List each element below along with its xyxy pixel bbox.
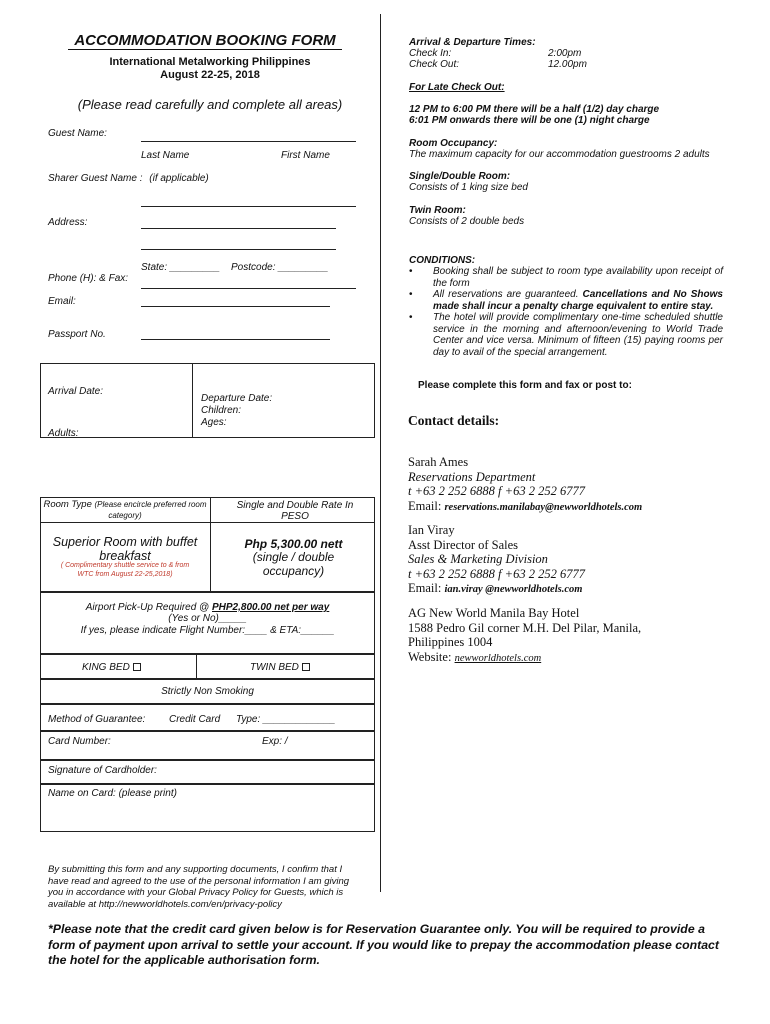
email-line[interactable] (141, 306, 330, 307)
state-field[interactable]: State: _________ (141, 262, 220, 273)
contact-person-1 (408, 455, 738, 515)
twin-bed-option[interactable] (250, 662, 310, 674)
signature-label: Signature of Cardholder: (48, 765, 157, 776)
sharer-note: (if applicable) (149, 173, 209, 184)
person-2-title: Asst Director of Sales (408, 537, 519, 552)
room-table-header-line (40, 522, 375, 523)
card-type-field[interactable]: Type: _____________ (236, 714, 336, 725)
late-checkout-line-1: 12 PM to 6:00 PM there will be a half (1/2) day charge (409, 104, 660, 115)
person-2-department: Sales & Marketing Division (408, 552, 548, 566)
room-table-divider (210, 497, 211, 592)
person-1-email-label: Email: (408, 498, 445, 513)
sharer-label (48, 173, 209, 185)
stay-box-divider (192, 363, 193, 438)
phone-fax-line[interactable] (141, 288, 356, 289)
room-type-header (40, 500, 210, 521)
king-bed-checkbox-icon[interactable] (133, 663, 141, 671)
room-shuttle-note: ( Complimentary shuttle service to & from WTC from August 22-25,2018) (60, 562, 190, 578)
pickup-line-1 (40, 602, 375, 614)
form-title: ACCOMMODATION BOOKING FORM (68, 32, 342, 50)
contact-heading: Contact details: (408, 413, 500, 428)
last-name-label: Last Name (141, 150, 190, 161)
hotel-address-line-2: Philippines 1004 (408, 635, 493, 649)
person-1-email-row (408, 499, 738, 516)
pickup-prefix: Airport Pick-Up Required @ (85, 602, 212, 613)
guest-name-line[interactable] (141, 141, 356, 142)
pickup-price: PHP2,800.00 net per way (212, 602, 330, 613)
hotel-address-line-1: 1588 Pedro Gil corner M.H. Del Pilar, Manila, (408, 620, 642, 635)
room-rate: Php 5,300.00 nett (244, 537, 343, 551)
conditions-list (409, 266, 723, 358)
address-label: Address: (48, 217, 88, 228)
non-smoking-label: Strictly Non Smoking (161, 686, 254, 697)
condition-item (409, 312, 723, 358)
contact-person-2 (408, 523, 738, 598)
pickup-flight-eta[interactable]: If yes, please indicate Flight Number:____ & ETA:______ (80, 625, 335, 636)
address-line-2[interactable] (141, 249, 336, 250)
room-name[interactable]: Superior Room with buffet breakfast (52, 535, 198, 563)
address-line-1[interactable] (141, 228, 336, 229)
twin-bed-checkbox-icon[interactable] (302, 663, 310, 671)
person-2-email[interactable]: ian.viray @newworldhotels.com (444, 584, 583, 595)
adults-label: Adults: (48, 428, 79, 439)
king-bed-label: KING BED (82, 662, 130, 673)
room-rate-note: (single / double occupancy) (252, 550, 335, 578)
person-2-phone: t +63 2 252 6888 f +63 2 252 6777 (408, 566, 585, 581)
arrival-date-label: Arrival Date: (48, 386, 104, 397)
check-out-value: 12.00pm (548, 59, 587, 70)
bed-box-divider (196, 654, 197, 679)
room-type-header-label: Room Type (43, 499, 92, 510)
passport-line[interactable] (141, 339, 330, 340)
condition-item (409, 266, 723, 289)
method-of-guarantee-value: Credit Card (169, 714, 221, 725)
event-dates: August 22-25, 2018 (160, 69, 260, 81)
conditions-heading: CONDITIONS: (409, 255, 476, 266)
single-double-heading: Single/Double Room: (409, 171, 511, 182)
first-name-label: First Name (281, 150, 330, 161)
sharer-name-label: Sharer Guest Name : (48, 173, 143, 184)
twin-heading: Twin Room: (409, 205, 466, 216)
name-on-card-label: Name on Card: (please print) (48, 788, 177, 799)
hotel-name: AG New World Manila Bay Hotel (408, 606, 580, 620)
rate-header: Single and Double Rate In PESO (236, 500, 354, 522)
condition-2-text: All reservations are guaranteed. (433, 289, 583, 300)
check-in-label: Check In: (409, 48, 452, 59)
departure-date-label: Departure Date: (201, 393, 273, 404)
website-row (408, 650, 738, 667)
website-label: Website: (408, 649, 455, 664)
postcode-field[interactable]: Postcode: _________ (231, 262, 329, 273)
person-1-phone: t +63 2 252 6888 f +63 2 252 6777 (408, 484, 585, 498)
pickup-yes-no[interactable]: (Yes or No)_____ (168, 613, 247, 624)
method-of-guarantee-label: Method of Guarantee: (48, 714, 146, 725)
person-2-email-label: Email: (408, 581, 445, 595)
check-out-label: Check Out: (409, 59, 460, 70)
condition-1-text: Booking shall be subject to room type availability upon receipt of the form (433, 266, 723, 289)
twin-text: Consists of 2 double beds (409, 216, 525, 227)
condition-2-bold: Cancellations and No Shows made shall incur a penalty charge equivalent to entire stay. (433, 289, 723, 312)
ages-label: Ages: (201, 417, 227, 428)
times-heading: Arrival & Departure Times: (409, 37, 536, 48)
privacy-note: By submitting this form and any supporting documents, I confirm that I have read and agreed to the use of the personal information I am giving you in accordance with your Global Privacy Policy for Guests, which is available at http://newworldhotels.com/en/privacy-policy (48, 864, 350, 910)
occupancy-text: The maximum capacity for our accommodation guestrooms 2 adults (409, 149, 710, 160)
occupancy-heading: Room Occupancy: (409, 138, 498, 149)
person-1-department: Reservations Department (408, 469, 536, 484)
late-checkout-line-2: 6:01 PM onwards there will be one (1) night charge (409, 115, 650, 126)
children-label: Children: (201, 405, 242, 416)
card-expiry-field[interactable]: Exp: / (262, 736, 288, 747)
person-2-name: Ian Viray (408, 523, 455, 537)
condition-3-text: The hotel will provide complimentary one-time scheduled shuttle service in the morning and afternoon/evening to World Trade Center and vice versa. Minimum of fifteen (15) paying rooms per day to avail of the special arrangement. (433, 312, 723, 358)
footer-note: *Please note that the credit card given below is for Reservation Guarantee only. You will be required to provide a form of payment upon arrival to settle your account. If you would like to prepay the accommodation please contact the hotel for the applicable authorisation form. (48, 922, 719, 967)
guest-name-label: Guest Name: (48, 128, 107, 139)
instructions: (Please read carefully and complete all areas) (77, 97, 343, 112)
hotel-address-block (408, 606, 738, 666)
room-type-header-note: (Please encircle preferred room category) (94, 500, 207, 520)
email-label: Email: (48, 296, 76, 307)
sharer-line[interactable] (141, 206, 356, 207)
single-double-text: Consists of 1 king size bed (409, 182, 528, 193)
submit-note: Please complete this form and fax or post to: (418, 380, 632, 391)
passport-label: Passport No. (48, 329, 106, 340)
twin-bed-label: TWIN BED (250, 662, 299, 673)
person-1-email[interactable]: reservations.manilabay@newworldhotels.com (444, 501, 643, 513)
late-checkout-heading: For Late Check Out: (409, 82, 505, 93)
website-link[interactable]: newworldhotels.com (454, 652, 542, 664)
person-2-email-row (408, 581, 738, 598)
condition-item (409, 289, 723, 312)
check-in-value: 2:00pm (548, 48, 582, 59)
phone-fax-label: Phone (H): & Fax: (48, 273, 129, 284)
column-divider (380, 14, 381, 892)
person-1-name: Sarah Ames (408, 455, 469, 469)
king-bed-option[interactable] (82, 662, 141, 674)
card-number-label: Card Number: (48, 736, 111, 747)
event-name: International Metalworking Philippines (109, 56, 311, 68)
